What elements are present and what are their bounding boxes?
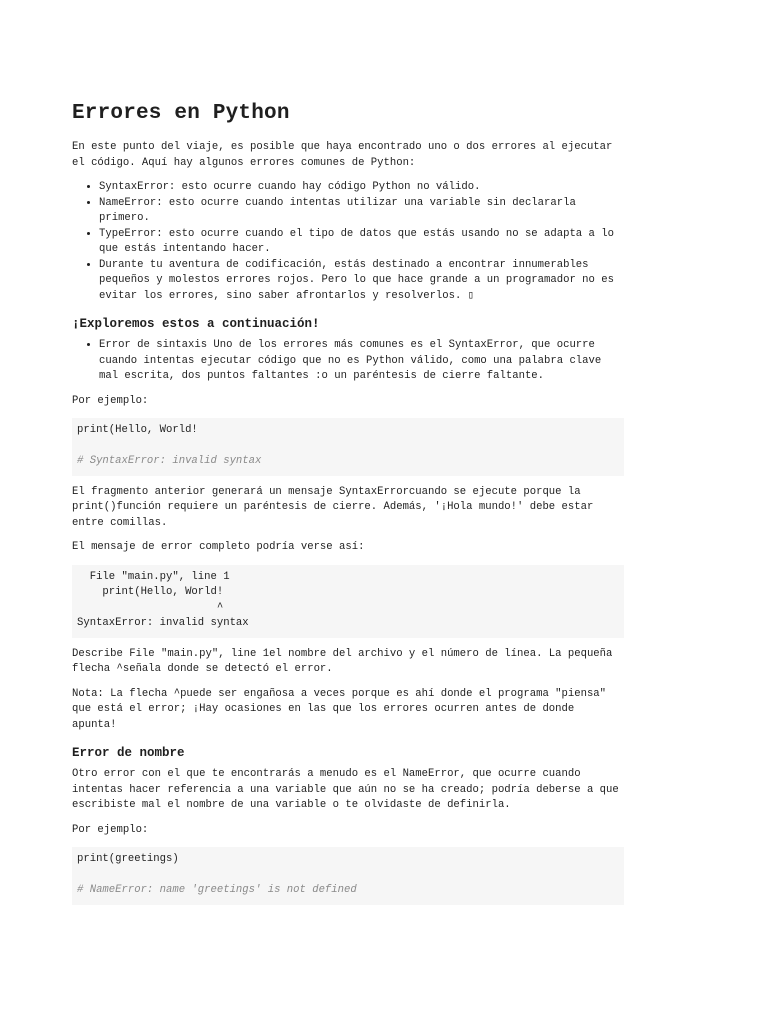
code-block-syntax-example <box>72 418 624 476</box>
page-title: Errores en Python <box>72 102 290 125</box>
paragraph: El fragmento anterior generará un mensaje SyntaxErrorcuando se ejecute porque la print()función requiere un paréntesis de cierre. Además, '¡Hola mundo!' debe estar entre comillas. <box>72 485 594 529</box>
list-item: • TypeError: esto ocurre cuando el tipo de datos que estás usando no se adapta a lo que estás intentando hacer. <box>99 227 624 258</box>
errors-list <box>72 180 624 304</box>
code-line: print(Hello, World! <box>77 424 198 436</box>
section-heading-name-error: Error de nombre <box>72 746 185 760</box>
list-item: • Durante tu aventura de codificación, estás destinado a encontrar innumerables pequeños y molestos errores rojos. Pero lo que hace grande a un programador no es evitar los errores, sino saber afrontarlos y resolverlos. ▯ <box>99 258 624 305</box>
code-comment: # SyntaxError: invalid syntax <box>77 455 262 467</box>
code-comment: # NameError: name 'greetings' is not defined <box>77 884 357 896</box>
intro-paragraph: En este punto del viaje, es posible que haya encontrado uno o dos errores al ejecutar el código. Aquí hay algunos errores comunes de Python: <box>72 141 613 169</box>
code-block-name-example <box>72 847 624 905</box>
list-item: • Error de sintaxis Uno de los errores más comunes es el SyntaxError, que ocurre cuando intentas ejecutar código que no es Python válido, como una palabra clave mal escrita, dos puntos faltantes :o un paréntesis de cierre faltante. <box>99 338 624 385</box>
list-item: • SyntaxError: esto ocurre cuando hay código Python no válido. <box>99 180 624 196</box>
paragraph: Otro error con el que te encontrarás a menudo es el NameError, que ocurre cuando intentas hacer referencia a una variable que aún no se ha creado; podría deberse a que escribiste mal el nombre de una variable o te olvidaste de definirla. <box>72 768 619 811</box>
note-paragraph: Nota: La flecha ^puede ser engañosa a veces porque es ahí donde el programa "piensa" que está el error; ¡Hay ocasiones en las que los errores ocurren antes de donde apunta! <box>72 687 607 731</box>
syntax-error-list <box>72 338 624 385</box>
example-label: Por ejemplo: <box>72 823 149 836</box>
document <box>72 102 624 914</box>
code-line: print(greetings) <box>77 853 179 865</box>
paragraph: Describe File "main.py", line 1el nombre del archivo y el número de línea. La pequeña flecha ^señala donde se detectó el error. <box>72 647 613 675</box>
section-heading-explore: ¡Exploremos estos a continuación! <box>72 317 320 331</box>
paragraph: El mensaje de error completo podría verse así: <box>72 541 365 553</box>
code-block-traceback: File "main.py", line 1 print(Hello, World! ^ SyntaxError: invalid syntax <box>72 565 624 638</box>
list-item: • NameError: esto ocurre cuando intentas utilizar una variable sin declararla primero. <box>99 196 624 227</box>
example-label: Por ejemplo: <box>72 394 149 407</box>
